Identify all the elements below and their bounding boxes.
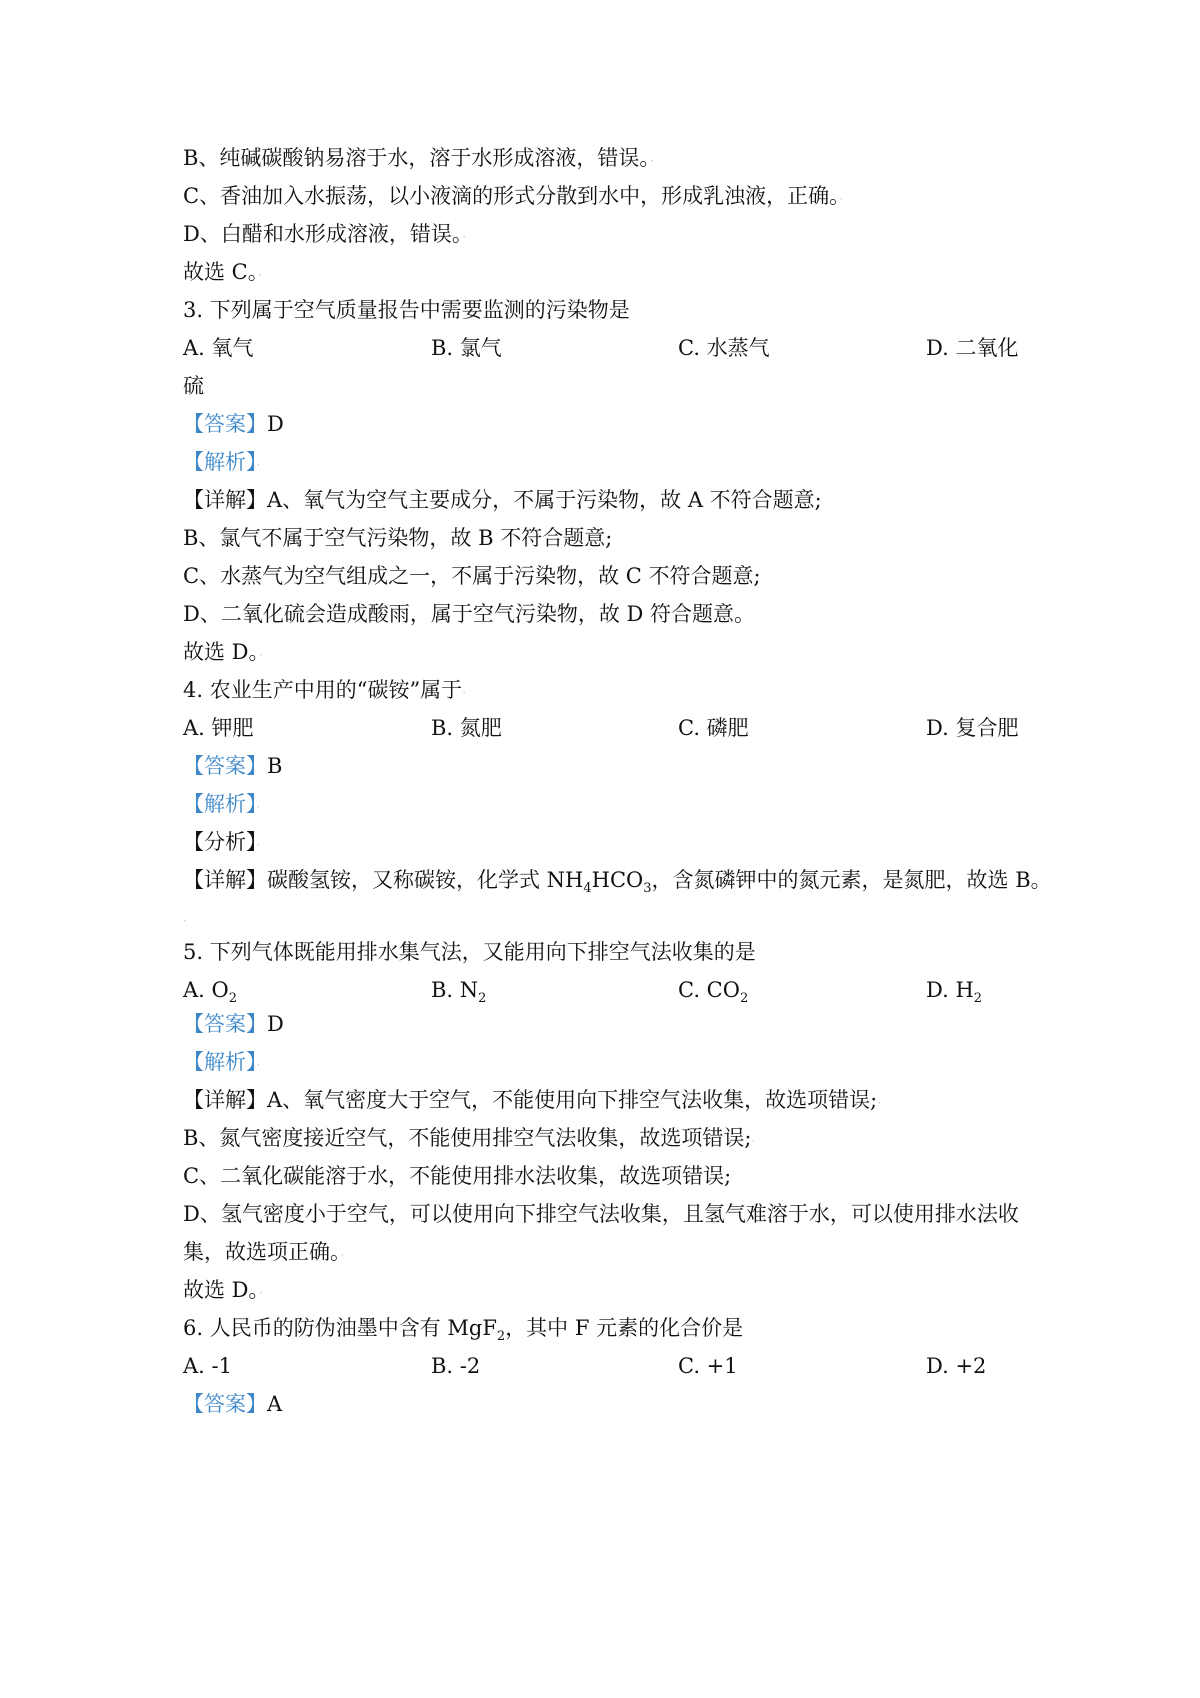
q5-detail-b: B、氮气密度接近空气，不能使用排空气法收集，故选项错误;· (183, 1126, 756, 1150)
q6-option-d: D. +2 (926, 1354, 987, 1378)
q3-select-line: 故选 D。· (183, 640, 263, 664)
q3-option-wrap: 硫 (183, 374, 204, 398)
detail-label: 【详解】 (183, 1088, 267, 1112)
q2-select-line: 故选 C。· (183, 260, 263, 284)
q3-detail-c: C、水蒸气为空气组成之一，不属于污染物，故 C 不符合题意; (183, 564, 761, 588)
q5-select-line: 故选 D。· (183, 1278, 263, 1302)
q2-option-b-explanation: B、纯碱碳酸钠易溶于水，溶于水形成溶液，错误。· (183, 146, 654, 170)
q4-detail: 【详解】碳酸氢铵，又称碳铵，化学式 $NH_4HCO_3$，含氮磷钾中的氮元素，是氮肥，故选 B。 (183, 868, 1052, 897)
q4-option-c: C. 磷肥 (678, 716, 749, 740)
q5-answer (183, 1004, 284, 1044)
q4-option-d: D. 复合肥 (926, 716, 1019, 740)
q6-option-a: A. -1 (183, 1354, 232, 1378)
q6-options (183, 1346, 1083, 1386)
q5-analysis: 【解析】· (183, 1050, 261, 1074)
answer-value: D (267, 412, 284, 436)
q6-answer (183, 1384, 282, 1424)
q3-question: 3. 下列属于空气质量报告中需要监测的污染物是 (183, 298, 630, 322)
q3-options (183, 328, 1083, 368)
q3-detail-d: D、二氧化硫会造成酸雨，属于空气污染物，故 D 符合题意。 (183, 602, 756, 626)
q5-detail-d-wrap: 集，故选项正确。· (183, 1240, 345, 1264)
q4-options (183, 708, 1083, 748)
analysis-label: 【解析】 (183, 450, 257, 474)
blank-line: · (183, 914, 187, 928)
answer-label: 【答案】 (183, 412, 267, 436)
answer-label: 【答案】 (183, 1012, 267, 1036)
detail-label: 【详解】 (183, 868, 267, 892)
q5-question: 5. 下列气体既能用排水集气法，又能用向下排空气法收集的是 (183, 940, 756, 964)
analysis-label: 【解析】 (183, 792, 257, 816)
answer-label: 【答案】 (183, 1392, 267, 1416)
q5-option-a: A. $O_2$ (183, 978, 238, 1007)
fenxi-label: 【分析】 (183, 830, 257, 854)
q3-option-a: A. 氧气 (183, 336, 254, 360)
q4-option-a: A. 钾肥 (183, 716, 254, 740)
q6-question: 6. 人民币的防伪油墨中含有 MgF$_2$，其中 F 元素的化合价是 (183, 1316, 744, 1345)
q5-detail-c: C、二氧化碳能溶于水，不能使用排水法收集，故选项错误; (183, 1164, 732, 1188)
q3-analysis: 【解析】· (183, 450, 261, 474)
q5-detail-d: D、氢气密度小于空气，可以使用向下排空气法收集，且氢气难溶于水，可以使用排水法收 (183, 1202, 1019, 1226)
q3-answer (183, 404, 284, 444)
q5-option-c: C. $CO_2$ (678, 978, 749, 1007)
answer-value: B (267, 754, 283, 778)
q5-options (183, 970, 1083, 1010)
detail-label: 【详解】 (183, 488, 267, 512)
q4-option-b: B. 氮肥 (431, 716, 502, 740)
answer-value: D (267, 1012, 284, 1036)
q4-answer (183, 746, 282, 786)
q5-option-d: D. $H_2$ (926, 978, 983, 1007)
q3-detail-a: 【详解】A、氧气为空气主要成分，不属于污染物，故 A 不符合题意; (183, 488, 822, 512)
q4-question: 4. 农业生产中用的“碳铵”属于· (183, 678, 467, 702)
q4-analysis: 【解析】· (183, 792, 261, 816)
q2-option-c-explanation: C、香油加入水振荡，以小液滴的形式分散到水中，形成乳浊液，正确。· (183, 184, 844, 208)
q4-fenxi: 【分析】· (183, 830, 261, 854)
q6-option-c: C. +1 (678, 1354, 738, 1378)
q3-detail-b: B、氯气不属于空气污染物，故 B 不符合题意; (183, 526, 613, 550)
analysis-label: 【解析】 (183, 1050, 257, 1074)
q3-option-c: C. 水蒸气 (678, 336, 770, 360)
q6-option-b: B. -2 (431, 1354, 481, 1378)
q5-detail-a: 【详解】A、氧气密度大于空气，不能使用向下排空气法收集，故选项错误;· (183, 1088, 882, 1112)
answer-label: 【答案】 (183, 754, 267, 778)
q3-option-b: B. 氯气 (431, 336, 502, 360)
answer-value: A (267, 1392, 283, 1416)
q3-option-d: D. 二氧化 (926, 336, 1019, 360)
q5-option-b: B. $N_2$ (431, 978, 487, 1007)
q2-option-d-explanation: D、白醋和水形成溶液，错误。· (183, 222, 467, 246)
